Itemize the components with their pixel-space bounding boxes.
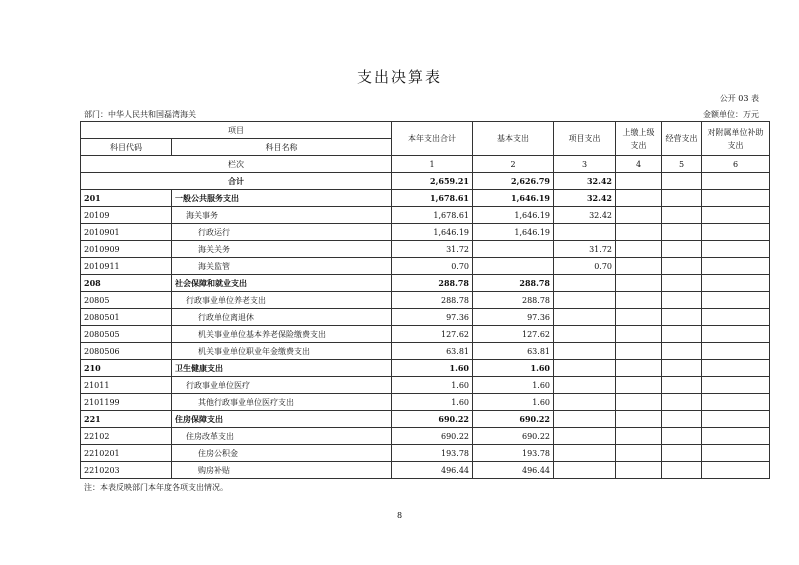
row-name: 其他行政事业单位医疗支出 <box>172 394 392 411</box>
row-name: 住房改革支出 <box>172 428 392 445</box>
table-row <box>81 275 770 292</box>
row-project <box>554 343 616 360</box>
row-code: 2210201 <box>81 445 172 462</box>
row-code: 201 <box>81 190 172 207</box>
col-num-6: 6 <box>702 156 770 173</box>
col-num-2: 2 <box>473 156 554 173</box>
row-basic: 1,646.19 <box>473 224 554 241</box>
row-name: 行政事业单位医疗 <box>172 377 392 394</box>
row-name: 社会保障和就业支出 <box>172 275 392 292</box>
row-basic: 1.60 <box>473 377 554 394</box>
header-total: 本年支出合计 <box>392 122 473 156</box>
row-business <box>662 428 702 445</box>
row-total: 690.22 <box>392 411 473 428</box>
row-business <box>662 377 702 394</box>
table-row <box>81 411 770 428</box>
row-name: 海关监管 <box>172 258 392 275</box>
row-name: 海关事务 <box>172 207 392 224</box>
row-basic: 193.78 <box>473 445 554 462</box>
table-row <box>81 292 770 309</box>
row-total: 31.72 <box>392 241 473 258</box>
row-project <box>554 292 616 309</box>
row-business <box>662 360 702 377</box>
table-row <box>81 445 770 462</box>
col-num-4: 4 <box>616 156 662 173</box>
row-total: 288.78 <box>392 275 473 292</box>
row-subsidy <box>702 292 770 309</box>
row-total: 0.70 <box>392 258 473 275</box>
row-subsidy <box>702 190 770 207</box>
row-business <box>662 343 702 360</box>
row-subsidy <box>702 241 770 258</box>
row-project <box>554 394 616 411</box>
total-basic: 2,626.79 <box>473 173 554 190</box>
page-title: 支出决算表 <box>356 68 442 86</box>
row-project <box>554 377 616 394</box>
row-upper <box>616 241 662 258</box>
row-basic: 1,646.19 <box>473 190 554 207</box>
row-basic: 1.60 <box>473 394 554 411</box>
header-subsidy: 对附属单位补助支出 <box>702 122 770 156</box>
row-name: 机关事业单位基本养老保险缴费支出 <box>172 326 392 343</box>
row-subsidy <box>702 207 770 224</box>
row-subsidy <box>702 258 770 275</box>
row-basic <box>473 241 554 258</box>
row-business <box>662 445 702 462</box>
row-subsidy <box>702 377 770 394</box>
table-row <box>81 309 770 326</box>
header-item: 项目 <box>81 122 392 139</box>
row-name: 行政事业单位养老支出 <box>172 292 392 309</box>
row-project <box>554 224 616 241</box>
row-total: 690.22 <box>392 428 473 445</box>
row-name: 机关事业单位职业年金缴费支出 <box>172 343 392 360</box>
document-number: 公开 03 表 <box>719 94 759 103</box>
row-code: 208 <box>81 275 172 292</box>
row-code: 2010901 <box>81 224 172 241</box>
row-basic <box>473 258 554 275</box>
col-num-1: 1 <box>392 156 473 173</box>
row-code: 221 <box>81 411 172 428</box>
total-label: 合计 <box>81 173 392 190</box>
row-upper <box>616 394 662 411</box>
row-name: 一般公共服务支出 <box>172 190 392 207</box>
header-col-label: 栏次 <box>81 156 392 173</box>
row-code: 21011 <box>81 377 172 394</box>
row-basic: 63.81 <box>473 343 554 360</box>
total-subsidy <box>702 173 770 190</box>
row-project <box>554 445 616 462</box>
row-total: 1.60 <box>392 394 473 411</box>
row-total: 127.62 <box>392 326 473 343</box>
row-business <box>662 207 702 224</box>
row-total: 97.36 <box>392 309 473 326</box>
table-row <box>81 377 770 394</box>
row-total: 1.60 <box>392 377 473 394</box>
row-basic: 690.22 <box>473 411 554 428</box>
row-total: 288.78 <box>392 292 473 309</box>
row-basic: 127.62 <box>473 326 554 343</box>
row-business <box>662 462 702 479</box>
row-business <box>662 326 702 343</box>
row-project <box>554 360 616 377</box>
row-name: 行政运行 <box>172 224 392 241</box>
row-basic: 496.44 <box>473 462 554 479</box>
row-total: 496.44 <box>392 462 473 479</box>
row-project <box>554 411 616 428</box>
table-row <box>81 462 770 479</box>
row-business <box>662 241 702 258</box>
row-business <box>662 190 702 207</box>
row-upper <box>616 445 662 462</box>
col-num-5: 5 <box>662 156 702 173</box>
table-row <box>81 326 770 343</box>
row-total: 1.60 <box>392 360 473 377</box>
row-upper <box>616 224 662 241</box>
row-upper <box>616 190 662 207</box>
table-row <box>81 207 770 224</box>
row-code: 210 <box>81 360 172 377</box>
row-upper <box>616 411 662 428</box>
row-name: 海关关务 <box>172 241 392 258</box>
row-total: 63.81 <box>392 343 473 360</box>
header-project: 项目支出 <box>554 122 616 156</box>
row-upper <box>616 292 662 309</box>
header-name: 科目名称 <box>172 139 392 156</box>
row-project: 32.42 <box>554 190 616 207</box>
total-project: 32.42 <box>554 173 616 190</box>
row-upper <box>616 309 662 326</box>
footnote: 注：本表反映部门本年度各项支出情况。 <box>84 483 228 492</box>
row-subsidy <box>702 462 770 479</box>
col-num-3: 3 <box>554 156 616 173</box>
row-code: 2101199 <box>81 394 172 411</box>
expenditure-table <box>80 121 770 479</box>
row-total: 1,678.61 <box>392 190 473 207</box>
row-business <box>662 292 702 309</box>
row-basic: 288.78 <box>473 275 554 292</box>
header-code: 科目代码 <box>81 139 172 156</box>
row-subsidy <box>702 428 770 445</box>
row-project <box>554 275 616 292</box>
table-row <box>81 258 770 275</box>
header-basic: 基本支出 <box>473 122 554 156</box>
row-subsidy <box>702 411 770 428</box>
table-row <box>81 190 770 207</box>
row-project: 32.42 <box>554 207 616 224</box>
row-upper <box>616 343 662 360</box>
row-basic: 288.78 <box>473 292 554 309</box>
row-business <box>662 411 702 428</box>
total-row <box>81 173 770 190</box>
row-code: 20109 <box>81 207 172 224</box>
header-business: 经营支出 <box>662 122 702 156</box>
header-upper: 上缴上级支出 <box>616 122 662 156</box>
row-project <box>554 309 616 326</box>
row-name: 住房公积金 <box>172 445 392 462</box>
table-row <box>81 360 770 377</box>
row-code: 2010909 <box>81 241 172 258</box>
row-subsidy <box>702 445 770 462</box>
row-basic: 97.36 <box>473 309 554 326</box>
row-business <box>662 394 702 411</box>
table-row <box>81 394 770 411</box>
row-code: 2080505 <box>81 326 172 343</box>
row-project: 31.72 <box>554 241 616 258</box>
department-label: 部门：中华人民共和国磊湾海关 <box>84 110 196 119</box>
row-code: 2210203 <box>81 462 172 479</box>
row-subsidy <box>702 394 770 411</box>
table-row <box>81 343 770 360</box>
row-subsidy <box>702 275 770 292</box>
row-project <box>554 326 616 343</box>
row-subsidy <box>702 326 770 343</box>
row-total: 193.78 <box>392 445 473 462</box>
row-total: 1,678.61 <box>392 207 473 224</box>
row-upper <box>616 377 662 394</box>
row-business <box>662 275 702 292</box>
row-upper <box>616 428 662 445</box>
total-amount: 2,659.21 <box>392 173 473 190</box>
row-name: 住房保障支出 <box>172 411 392 428</box>
row-basic: 1,646.19 <box>473 207 554 224</box>
row-upper <box>616 326 662 343</box>
row-project <box>554 428 616 445</box>
table-row <box>81 224 770 241</box>
table-row <box>81 241 770 258</box>
row-name: 卫生健康支出 <box>172 360 392 377</box>
row-project: 0.70 <box>554 258 616 275</box>
total-upper <box>616 173 662 190</box>
row-upper <box>616 258 662 275</box>
row-project <box>554 462 616 479</box>
row-code: 2080506 <box>81 343 172 360</box>
row-upper <box>616 462 662 479</box>
row-basic: 1.60 <box>473 360 554 377</box>
row-name: 行政单位离退休 <box>172 309 392 326</box>
row-upper <box>616 207 662 224</box>
total-business <box>662 173 702 190</box>
table-row <box>81 428 770 445</box>
page-number: 8 <box>396 511 403 520</box>
row-subsidy <box>702 360 770 377</box>
row-code: 2010911 <box>81 258 172 275</box>
row-upper <box>616 275 662 292</box>
row-code: 20805 <box>81 292 172 309</box>
row-business <box>662 224 702 241</box>
row-subsidy <box>702 309 770 326</box>
row-basic: 690.22 <box>473 428 554 445</box>
row-business <box>662 309 702 326</box>
unit-label: 金额单位：万元 <box>703 110 759 119</box>
row-code: 22102 <box>81 428 172 445</box>
row-business <box>662 258 702 275</box>
row-subsidy <box>702 224 770 241</box>
row-name: 购房补贴 <box>172 462 392 479</box>
row-code: 2080501 <box>81 309 172 326</box>
row-total: 1,646.19 <box>392 224 473 241</box>
row-upper <box>616 360 662 377</box>
row-subsidy <box>702 343 770 360</box>
